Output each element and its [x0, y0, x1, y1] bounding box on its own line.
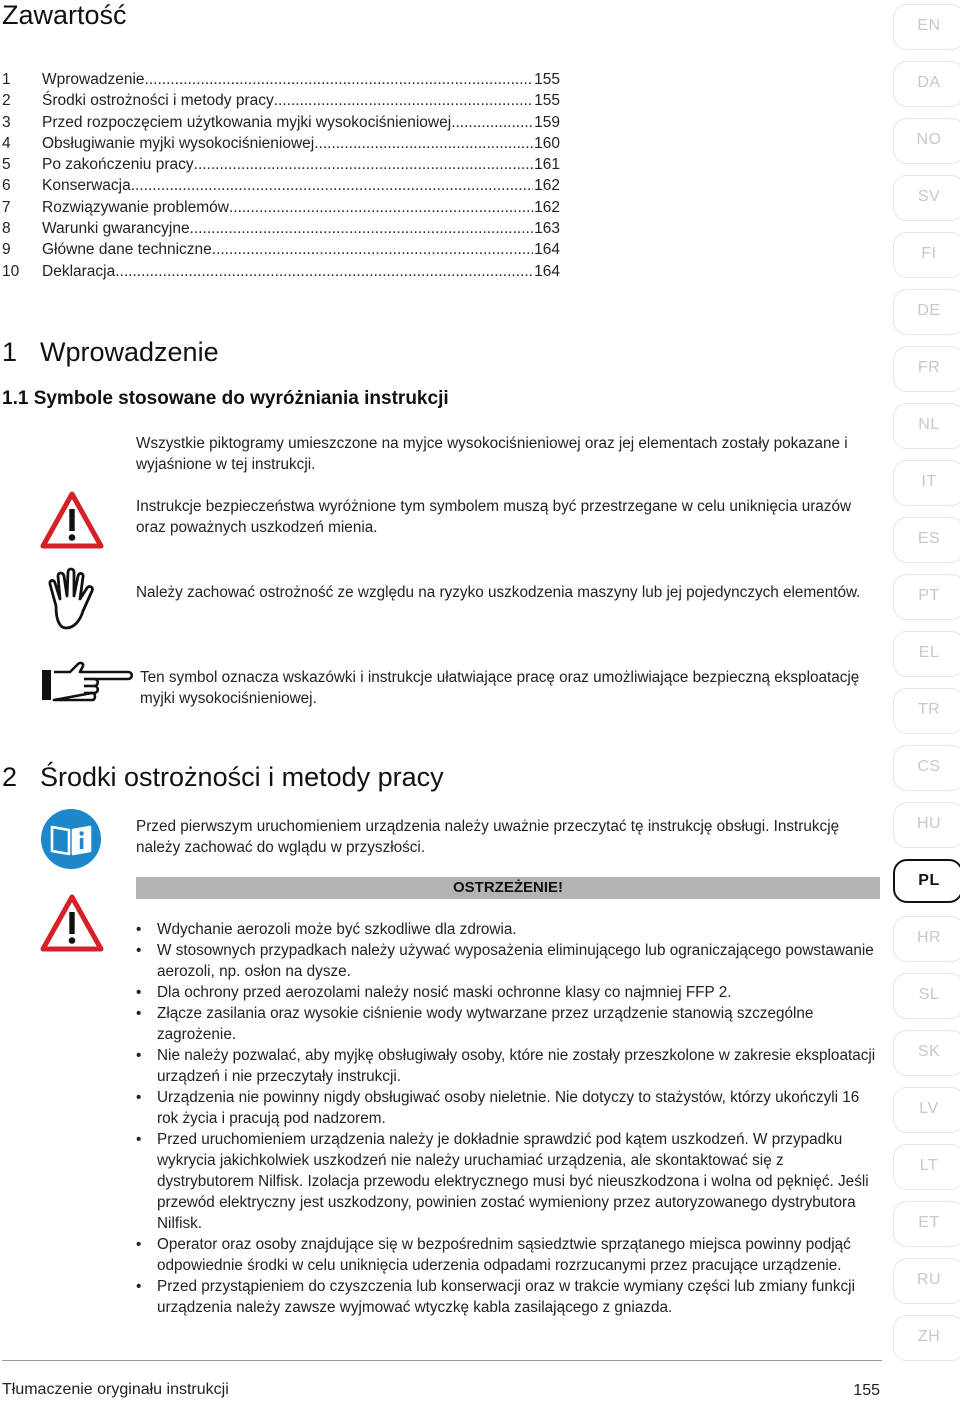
toc-label: Po zakończeniu pracy: [42, 156, 194, 174]
read-manual-text: Przed pierwszym uruchomieniem urządzenia należy uważnie przeczytać tę instrukcję obsługi. Instrukcję należy zachować do wglądu w przyszłości.: [136, 818, 840, 856]
list-item: • Urządzenia nie powinny nigdy obsługiwać osoby nieletnie. Nie dotyczy to stażystów, którzy ukończyli 16 rok życia i pracują pod nadzorem.: [136, 1087, 884, 1129]
section-title: Środki ostrożności i metody pracy: [40, 762, 444, 792]
toc-number: 7: [2, 198, 11, 216]
language-tab-en[interactable]: EN: [917, 17, 941, 34]
language-tab-el[interactable]: EL: [918, 644, 940, 661]
toc-page: 162: [534, 177, 560, 195]
language-tab-tr[interactable]: TR: [917, 701, 941, 718]
section-1-heading: [2, 337, 219, 368]
page-title: Zawartość: [2, 0, 127, 30]
language-tab-ru[interactable]: RU: [916, 1271, 942, 1288]
toc-leader: [314, 135, 533, 153]
toc-number: 2: [2, 92, 11, 110]
language-tab-pt[interactable]: PT: [918, 587, 940, 604]
toc-page: 159: [534, 113, 560, 131]
section-number: 2: [2, 762, 18, 792]
toc-page: 155: [534, 92, 560, 110]
pointing-hand-icon: [40, 658, 134, 711]
toc-label: Wprowadzenie: [42, 71, 145, 88]
toc-item[interactable]: [2, 92, 560, 113]
toc-item[interactable]: [2, 114, 560, 135]
toc-number: 4: [2, 134, 11, 152]
stop-hand-icon: [42, 566, 102, 641]
language-tab-it[interactable]: IT: [921, 473, 937, 490]
toc-item[interactable]: [2, 156, 560, 177]
toc-page: 161: [534, 156, 560, 174]
language-tab-de[interactable]: DE: [917, 302, 941, 319]
table-of-contents: [2, 71, 560, 284]
language-tab-sl[interactable]: SL: [918, 986, 940, 1003]
list-item: • W stosownych przypadkach należy używać wyposażenia eliminującego lub ograniczającego powstawanie aerozoli, np. osłon na dysze.: [136, 940, 884, 982]
warning-triangle-icon: [40, 491, 104, 554]
list-item: • Przed uruchomieniem urządzenia należy je dokładnie sprawdzić pod kątem uszkodzeń. W przypadku wykrycia jakichkolwiek uszkodzeń nie należy uruchamiać urządzenia, ale skontaktować się z dystrybutorem Nilfisk. Izolacja przewodu elektrycznego musi być nieuszkodzona i wolna od pęknięć. Jeśli przewód elektryczny jest uszkodzony, powinien zostać wymieniony przez autoryzowanego dystrybutora Nilfisk.: [136, 1129, 884, 1234]
toc-page: 164: [534, 241, 560, 259]
toc-number: 8: [2, 220, 11, 238]
language-tab-sv[interactable]: SV: [917, 188, 941, 205]
list-item: • Złącze zasilania oraz wysokie ciśnienie wody wytwarzane przez urządzenie stanowią szczególne zagrożenie.: [136, 1003, 884, 1045]
language-tab-et[interactable]: ET: [918, 1214, 940, 1231]
language-tab-hu[interactable]: HU: [916, 815, 942, 832]
language-tab-lt[interactable]: LT: [919, 1157, 939, 1174]
list-item: • Nie należy pozwalać, aby myjkę obsługiwały osoby, które nie zostały przeszkolone w zakresie eksploatacji urządzeń i nie przeczytały instrukcji.: [136, 1045, 884, 1087]
language-tab-no[interactable]: NO: [916, 131, 942, 148]
list-item: • Operator oraz osoby znajdujące się w bezpośrednim sąsiedztwie sprzątanego miejsca powinny podjąć odpowiednie środki w celu uniknięcia uderzenia odpadami rozrzucanymi przez pracujące urządzenie.: [136, 1234, 884, 1276]
toc-label: Główne dane techniczne: [42, 241, 212, 259]
toc-number: 6: [2, 177, 11, 195]
language-tab-fi[interactable]: FI: [921, 245, 937, 262]
language-tab-zh[interactable]: ZH: [917, 1328, 941, 1345]
toc-page: 162: [534, 198, 560, 216]
footer-text: Tłumaczenie oryginału instrukcji: [2, 1381, 229, 1398]
toc-number: 5: [2, 156, 11, 174]
language-tab-lv[interactable]: LV: [919, 1100, 939, 1117]
warning-symbol-text: Instrukcje bezpieczeństwa wyróżnione tym symbolem muszą być przestrzegane w celu uniknięcia urazów oraz poważnych uszkodzeń mienia.: [136, 498, 852, 536]
toc-leader: [194, 156, 533, 174]
language-tab-cs[interactable]: CS: [917, 758, 941, 775]
toc-label: Środki ostrożności i metody pracy: [42, 92, 274, 110]
toc-label: Obsługiwanie myjki wysokociśnieniowej: [42, 134, 315, 152]
language-tab-nl[interactable]: NL: [918, 416, 940, 433]
footer-divider: [2, 1360, 882, 1361]
section-2-heading: [2, 762, 444, 793]
toc-item[interactable]: [2, 220, 560, 241]
toc-leader: [229, 199, 533, 217]
toc-item[interactable]: [2, 135, 560, 156]
section-number: 1: [2, 337, 18, 367]
toc-page: 160: [534, 134, 560, 152]
toc-number: 3: [2, 113, 11, 131]
toc-leader: [274, 92, 533, 110]
warning-triangle-icon: [40, 894, 104, 957]
subsection-heading: 1.1 Symbole stosowane do wyróżniania instrukcji: [2, 388, 449, 409]
toc-leader: [131, 177, 533, 195]
language-tab-da[interactable]: DA: [917, 74, 941, 91]
toc-number: 9: [2, 241, 11, 259]
toc-item[interactable]: [2, 199, 560, 220]
language-tab-hr[interactable]: HR: [916, 929, 942, 946]
toc-page: 164: [534, 262, 560, 280]
list-item: • Dla ochrony przed aerozolami należy nosić maski ochronne klasy co najmniej FFP 2.: [136, 982, 884, 1003]
section-title: Wprowadzenie: [40, 337, 219, 367]
toc-leader: [115, 263, 533, 281]
toc-number: 1: [2, 71, 11, 88]
toc-leader: [190, 220, 534, 238]
toc-number: 10: [2, 262, 20, 280]
language-tab-es[interactable]: ES: [917, 530, 941, 547]
list-item: • Wdychanie aerozoli może być szkodliwe dla zdrowia.: [136, 919, 884, 940]
toc-item[interactable]: [2, 177, 560, 198]
toc-label: Konserwacja: [42, 177, 131, 195]
toc-page: 163: [534, 220, 560, 238]
page-number: 155: [853, 1382, 880, 1399]
toc-label: Deklaracja: [42, 262, 116, 280]
toc-item[interactable]: [2, 241, 560, 262]
language-tab-pl[interactable]: PL: [918, 872, 940, 889]
toc-label: Warunki gwarancyjne: [42, 220, 190, 238]
language-tab-fr[interactable]: FR: [917, 359, 941, 376]
safety-bullet-list: [136, 919, 884, 1318]
toc-leader: [451, 114, 533, 132]
intro-text: Wszystkie piktogramy umieszczone na myjce wysokociśnieniowej oraz jej elementach zostały pokazane i wyjaśnione w tej instrukcji.: [136, 435, 848, 473]
hand-symbol-text: Należy zachować ostrożność ze względu na ryzyko uszkodzenia maszyny lub jej pojedynczych elementów.: [136, 584, 861, 601]
read-manual-icon: [40, 808, 102, 875]
list-item: • Przed przystąpieniem do czyszczenia lub konserwacji oraz w trakcie wymiany części lub zmiany funkcji urządzenia należy zawsze wyjmować wtyczkę kabla zasilającego z gniazda.: [136, 1276, 884, 1318]
toc-leader: [212, 241, 533, 259]
toc-page: 155: [534, 71, 560, 88]
toc-item[interactable]: [2, 71, 560, 92]
toc-item[interactable]: [2, 263, 560, 284]
toc-label: Przed rozpoczęciem użytkowania myjki wysokociśnieniowej: [42, 113, 452, 131]
pointer-symbol-text: Ten symbol oznacza wskazówki i instrukcje ułatwiające pracę oraz umożliwiające bezpieczną eksploatację myjki wysokociśnieniowej.: [140, 669, 860, 707]
toc-leader: [145, 71, 534, 89]
language-tab-sk[interactable]: SK: [917, 1043, 941, 1060]
toc-label: Rozwiązywanie problemów: [42, 198, 229, 216]
warning-bar: OSTRZEŻENIE!: [136, 877, 880, 899]
